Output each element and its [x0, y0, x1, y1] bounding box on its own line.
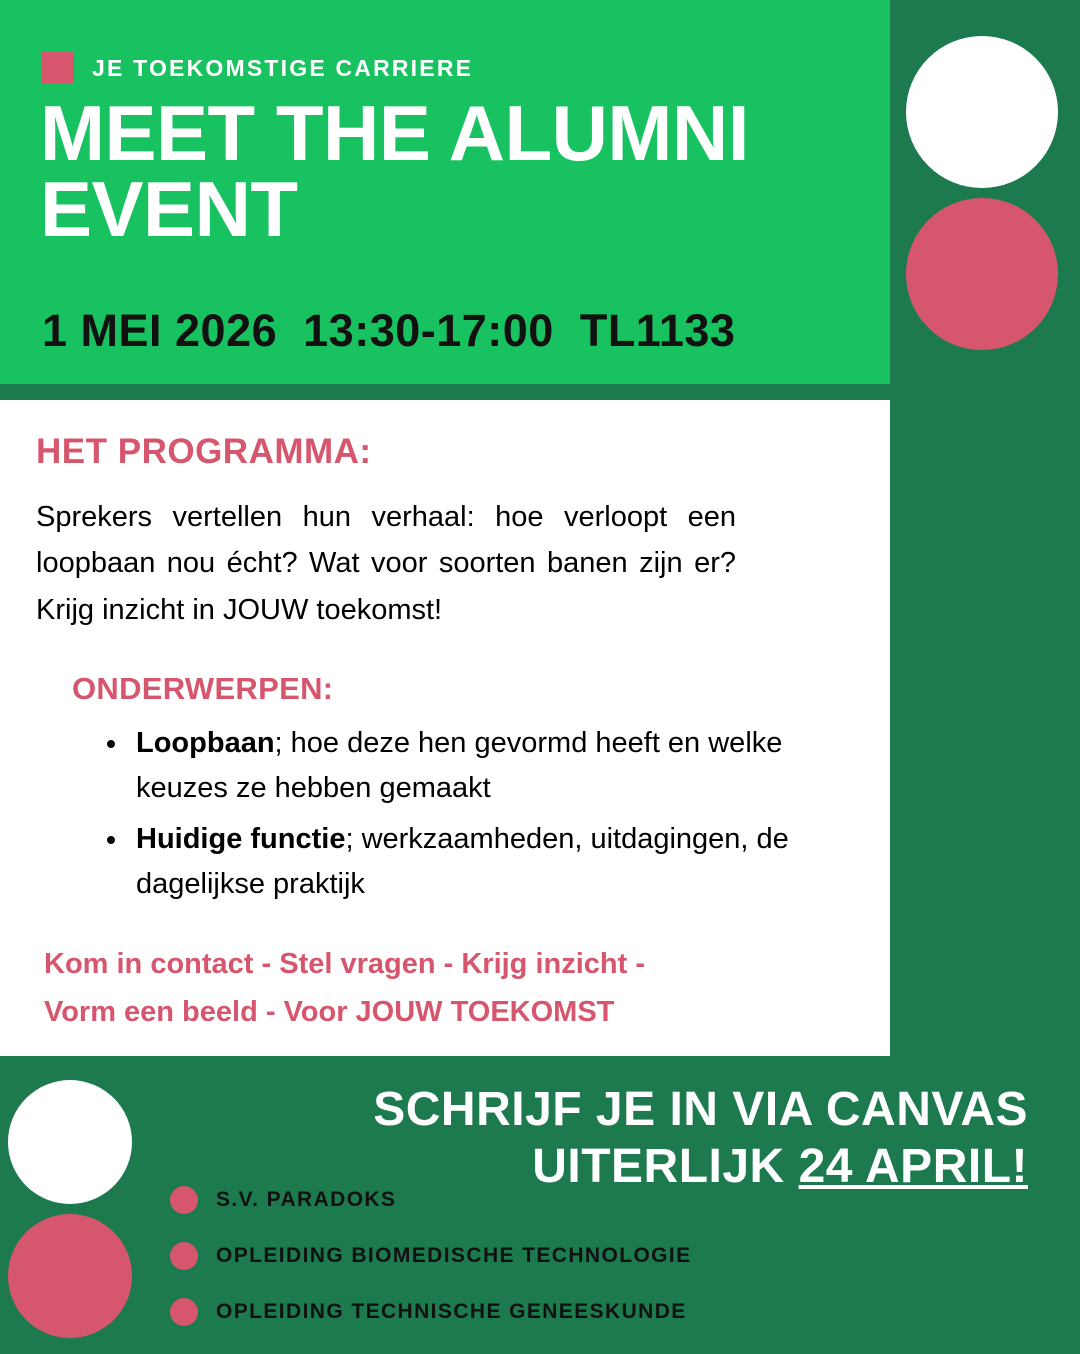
bullet-dot-icon [170, 1298, 198, 1326]
tagline [44, 941, 844, 1037]
title-line-1: MEET THE ALUMNI [40, 89, 749, 177]
cta-line-1: SCHRIJF JE IN VIA CANVAS [373, 1083, 1028, 1136]
organisation-label: OPLEIDING BIOMEDISCHE TECHNOLOGIE [216, 1244, 692, 1267]
topic-description: ; hoe deze hen gevormd heeft en welke keuzes ze hebben gemaakt [136, 727, 783, 805]
page-title [40, 89, 860, 253]
programme-heading: HET PROGRAMMA: [36, 432, 372, 471]
bullet-dot-icon [170, 1242, 198, 1270]
tagline-line-1: Kom in contact - Stel vragen - Krijg inzicht - [44, 947, 645, 980]
event-date: 1 MEI 2026 [42, 305, 278, 356]
bullet-dot-icon [170, 1186, 198, 1214]
event-room: TL1133 [579, 305, 736, 356]
poster-header [0, 0, 890, 384]
list-item [170, 1242, 692, 1270]
kicker-label: JE TOEKOMSTIGE CARRIERE [92, 54, 474, 81]
organisation-list [170, 1186, 692, 1354]
programme-panel [0, 400, 890, 1056]
list-item [130, 721, 854, 811]
cta-deadline-prefix: UITERLIJK [532, 1139, 799, 1193]
tagline-line-2: Vorm een beeld - Voor JOUW TOEKOMST [44, 995, 615, 1028]
kicker [42, 52, 473, 84]
organisation-label: S.V. PARADOKS [216, 1188, 397, 1211]
title-line-2: EVENT [40, 164, 298, 253]
topic-term: Loopbaan [136, 727, 275, 760]
list-item [170, 1186, 692, 1214]
decor-circle-white-top [906, 36, 1058, 188]
decor-circle-white-bottom [8, 1080, 132, 1204]
topics-list [130, 721, 854, 907]
decor-circle-pink-top [906, 198, 1058, 350]
programme-intro: Sprekers vertellen hun verhaal: hoe verloopt een loopbaan nou écht? Wat voor soorten banen zijn er? Krijg inzicht in JOUW toekomst! [36, 501, 736, 626]
cta-deadline-date: 24 APRIL! [798, 1139, 1028, 1193]
list-item [170, 1298, 692, 1326]
topics-heading: ONDERWERPEN: [72, 671, 334, 707]
event-time: 13:30-17:00 [303, 305, 554, 356]
organisation-label: OPLEIDING TECHNISCHE GENEESKUNDE [216, 1300, 687, 1323]
call-to-action [140, 1082, 1050, 1195]
topic-term: Huidige functie [136, 823, 346, 856]
list-item [130, 817, 854, 907]
topic-description: ; werkzaamheden, uitdagingen, de dagelijkse praktijk [136, 823, 789, 900]
decor-circle-pink-bottom [8, 1214, 132, 1338]
square-accent-icon [42, 52, 74, 84]
event-meta [42, 305, 735, 357]
